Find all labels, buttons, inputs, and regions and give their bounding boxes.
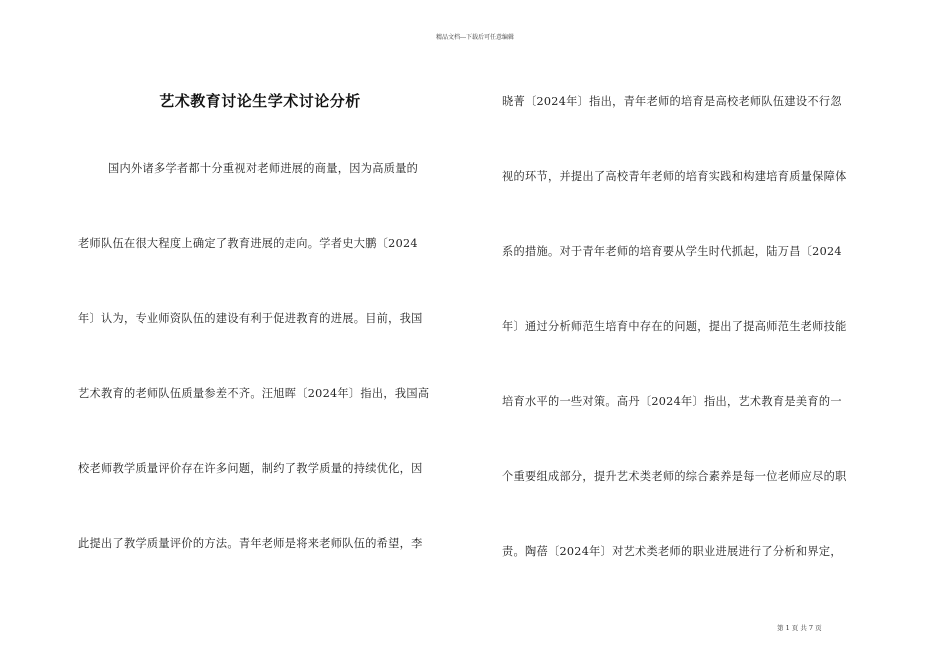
paragraph-line: 视的环节，并提出了高校青年老师的培育实践和构建培育质量保障体	[502, 170, 847, 183]
paragraph-line: 个重要组成部分，提升艺术类老师的综合素养是每一位老师应尽的职	[502, 470, 847, 483]
paragraph-line: 老师队伍在很大程度上确定了教育进展的走向。学者史大鹏〔2024	[78, 237, 418, 250]
document-title: 艺术教育讨论生学术讨论分析	[159, 92, 361, 110]
paragraph-line: 责。陶蓓〔2024年〕对艺术类老师的职业进展进行了分析和界定，	[502, 545, 842, 558]
paragraph-line: 年〕通过分析师范生培育中存在的问题，提出了提高师范生老师技能	[502, 320, 847, 333]
paragraph-line: 此提出了教学质量评价的方法。青年老师是将来老师队伍的希望，李	[78, 537, 423, 550]
paragraph-line: 校老师教学质量评价存在许多问题，制约了教学质量的持续优化，因	[78, 462, 423, 475]
right-text-column	[502, 0, 892, 672]
paragraph-line: 艺术教育的老师队伍质量参差不齐。汪旭晖〔2024年〕指出，我国高	[78, 387, 430, 400]
paragraph-line: 系的措施。对于青年老师的培育要从学生时代抓起，陆万昌〔2024	[502, 245, 842, 258]
paragraph-line: 培育水平的一些对策。高丹〔2024年〕指出，艺术教育是美育的一	[502, 395, 842, 408]
paragraph-line: 晓菁〔2024年〕指出，青年老师的培育是高校老师队伍建设不行忽	[502, 95, 842, 108]
header-note: 精品文档---下载后可任意编辑	[435, 34, 515, 41]
page-number: 第 1 页 共 7 页	[777, 624, 822, 632]
left-text-column	[78, 0, 468, 672]
paragraph-line: 年〕认为，专业师资队伍的建设有利于促进教育的进展。目前，我国	[78, 312, 423, 325]
paragraph-line: 国内外诸多学者都十分重视对老师进展的商量，因为高质量的	[108, 162, 419, 175]
